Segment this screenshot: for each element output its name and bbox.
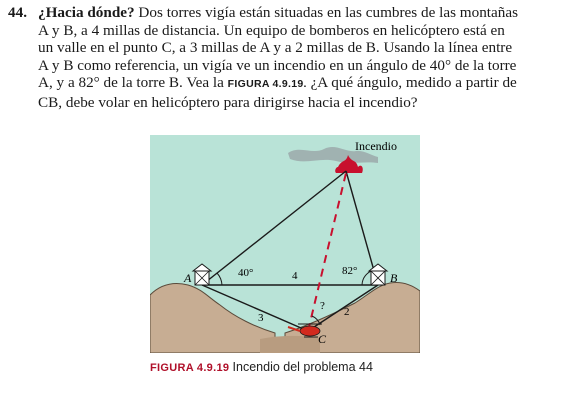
unknown-angle-label: ?	[320, 300, 325, 312]
point-b-label: B	[390, 271, 398, 285]
problem-line: CB, debe volar en helicóptero para dirigirse hacia el incendio?	[38, 93, 418, 111]
valley	[260, 336, 320, 353]
caption-text: Incendio del problema 44	[232, 360, 373, 374]
angle-arc-a	[217, 273, 222, 285]
angle-a-label: 40°	[238, 267, 254, 279]
problem-number: 44.	[8, 4, 27, 21]
caption-label: FIGURA 4.9.19	[150, 362, 230, 374]
problem-line: A, y a 82° de la torre B. Vea la	[38, 74, 224, 92]
figure-reference: FIGURA 4.9.19.	[227, 78, 307, 91]
problem-line: A y B como referencia, un vigía ve un incendio en un ángulo de 40° de la torre	[38, 56, 517, 74]
problem-44	[8, 4, 576, 112]
fire-diagram	[150, 135, 420, 353]
diagram-svg	[150, 135, 420, 353]
problem-line: Dos torres vigía están situadas en las cumbres de las montañas	[138, 4, 519, 21]
mountain-left	[150, 283, 275, 353]
tower-a-icon	[193, 264, 211, 285]
angle-b-label: 82°	[342, 265, 358, 277]
problem-text	[38, 4, 576, 112]
figure-caption	[150, 359, 450, 375]
point-a-label: A	[184, 271, 192, 285]
distance-ab-label: 4	[292, 270, 298, 282]
point-c-label: C	[318, 332, 327, 346]
distance-ac-label: 3	[258, 312, 264, 324]
problem-line: un valle en el punto C, a 3 millas de A y a 2 millas de B. Usando la línea entre	[38, 39, 513, 57]
fire-label: Incendio	[355, 139, 397, 153]
problem-line: ¿A qué ángulo, medido a partir de	[310, 74, 517, 92]
tower-b-icon	[369, 264, 387, 285]
distance-bc-label: 2	[344, 306, 350, 318]
problem-line: A y B, a 4 millas de distancia. Un equipo de bomberos en helicóptero está en	[38, 21, 505, 39]
problem-title: ¿Hacia dónde?	[38, 4, 135, 21]
line-a-fire	[202, 171, 346, 285]
